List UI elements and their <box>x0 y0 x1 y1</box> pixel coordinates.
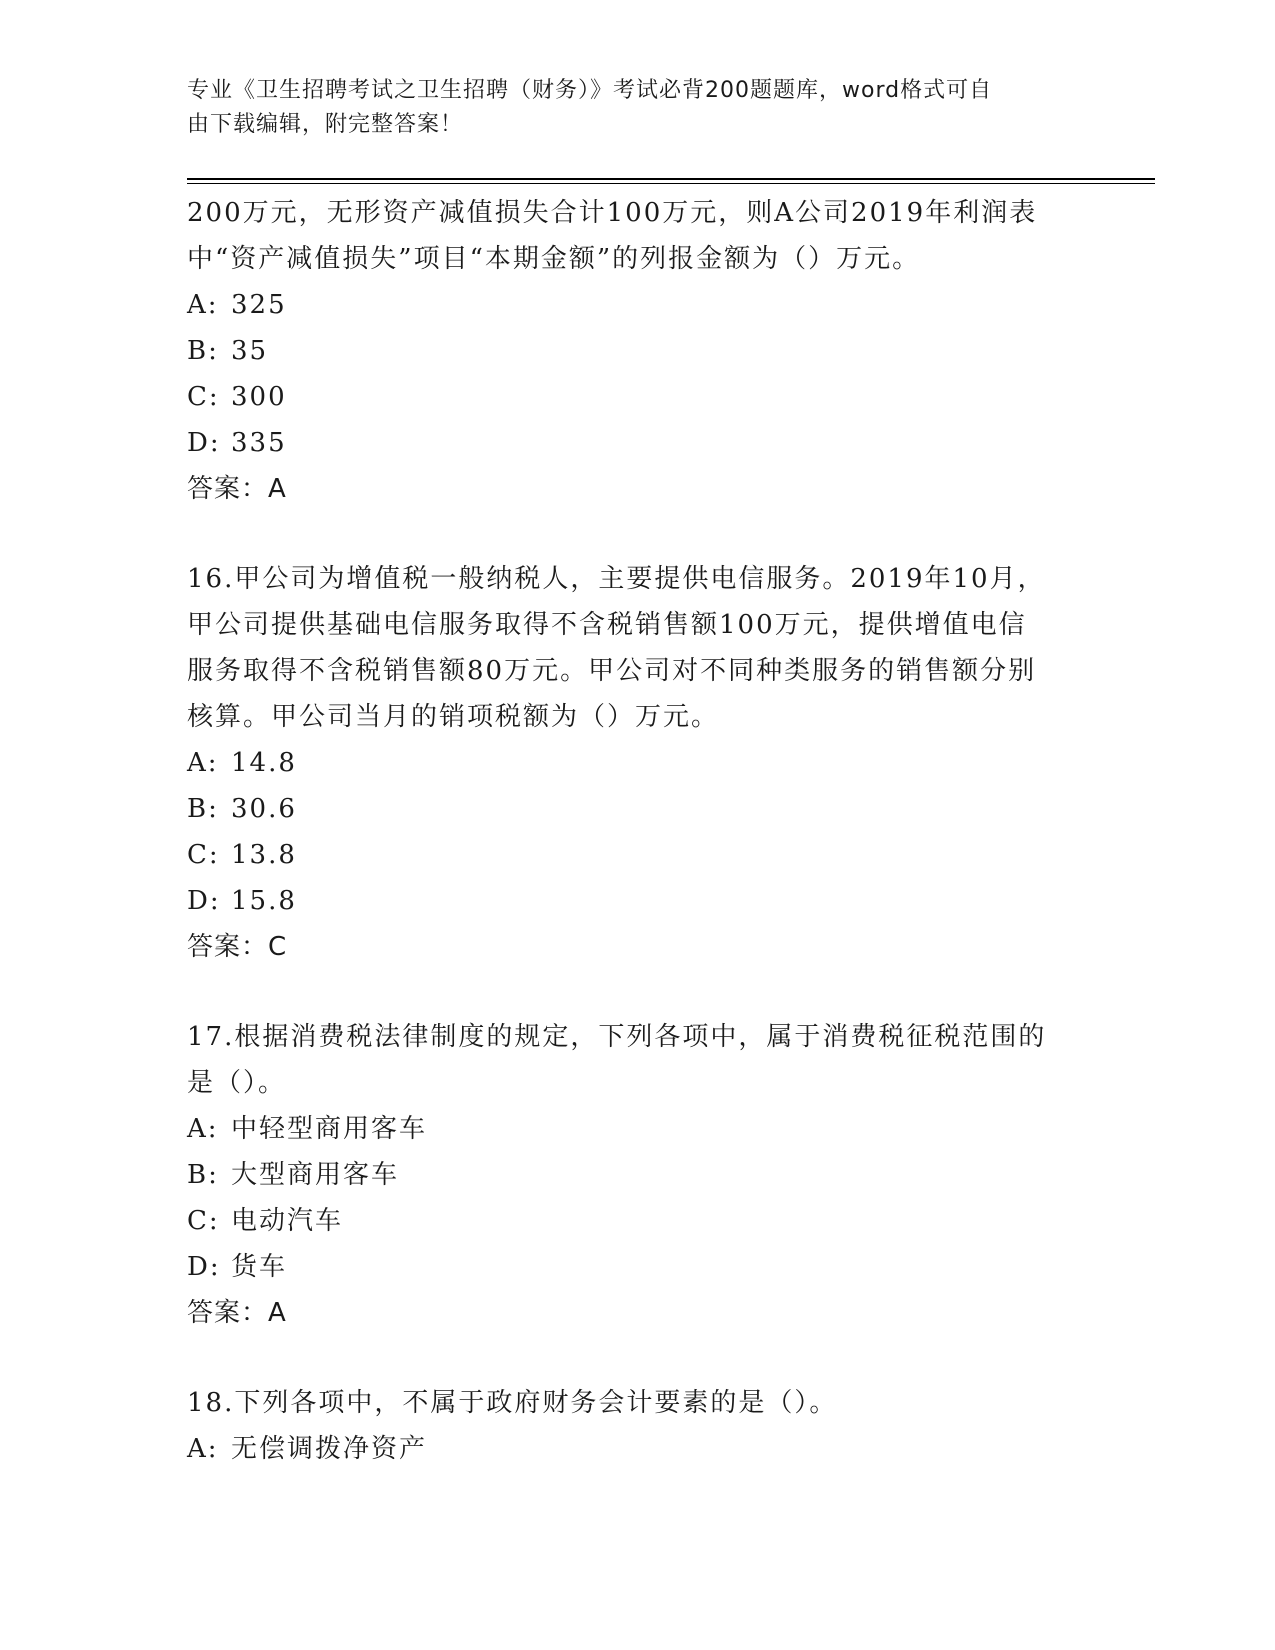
option-key: A: <box>187 1434 219 1464</box>
option-key: A: <box>187 748 219 778</box>
spacer <box>187 970 1087 1014</box>
answer-line: 答案：C <box>187 932 288 962</box>
question-18 <box>187 1380 1087 1472</box>
option-c <box>187 374 1087 420</box>
question-stem-line: 16.甲公司为增值税一般纳税人，主要提供电信服务。2019年10月， <box>187 564 1046 594</box>
question-16 <box>187 556 1087 970</box>
option-key: D: <box>187 886 221 916</box>
option-key: B: <box>187 336 219 366</box>
header-divider-thick <box>187 178 1155 180</box>
option-text: 335 <box>231 428 287 458</box>
header-line-2: 由下载编辑，附完整答案！ <box>187 112 464 137</box>
option-key: D: <box>187 1252 221 1282</box>
question-stem-line: 17.根据消费税法律制度的规定，下列各项中，属于消费税征税范围的 <box>187 1022 1047 1052</box>
option-key: D: <box>187 428 221 458</box>
option-d <box>187 1244 1087 1290</box>
question-stem-line: 是（）。 <box>187 1068 287 1098</box>
spacer <box>187 512 1087 556</box>
answer-line: 答案：A <box>187 1298 287 1328</box>
option-b <box>187 328 1087 374</box>
option-text: 13.8 <box>231 840 297 870</box>
option-d <box>187 420 1087 466</box>
question-stem-line: 200万元，无形资产减值损失合计100万元，则A公司2019年利润表 <box>187 198 1038 228</box>
answer-line: 答案：A <box>187 474 287 504</box>
option-key: A: <box>187 290 219 320</box>
option-text: 325 <box>231 290 287 320</box>
document-header <box>187 74 1067 142</box>
question-15 <box>187 190 1087 512</box>
option-key: B: <box>187 794 219 824</box>
option-text: 15.8 <box>231 886 297 916</box>
option-text: 300 <box>231 382 287 412</box>
option-c <box>187 832 1087 878</box>
header-line-1: 专业《卫生招聘考试之卫生招聘（财务）》考试必背200题题库，word格式可自 <box>187 78 993 103</box>
question-stem-line: 服务取得不含税销售额80万元。甲公司对不同种类服务的销售额分别 <box>187 656 1037 686</box>
spacer <box>187 1336 1087 1380</box>
option-d <box>187 878 1087 924</box>
question-17 <box>187 1014 1087 1336</box>
option-text: 30.6 <box>231 794 297 824</box>
option-key: C: <box>187 1206 220 1236</box>
option-key: C: <box>187 382 220 412</box>
option-a <box>187 740 1087 786</box>
option-a <box>187 1106 1087 1152</box>
header-divider-thin <box>187 183 1155 184</box>
option-text: 中轻型商用客车 <box>231 1114 428 1144</box>
option-key: B: <box>187 1160 219 1190</box>
option-key: A: <box>187 1114 219 1144</box>
question-stem-line: 18.下列各项中，不属于政府财务会计要素的是（）。 <box>187 1388 838 1418</box>
question-stem-line: 核算。甲公司当月的销项税额为（）万元。 <box>187 702 720 732</box>
option-b <box>187 786 1087 832</box>
option-text: 货车 <box>231 1252 288 1282</box>
option-text: 电动汽车 <box>231 1206 344 1236</box>
question-stem-line: 甲公司提供基础电信服务取得不含税销售额100万元，提供增值电信 <box>187 610 1027 640</box>
option-b <box>187 1152 1087 1198</box>
option-a <box>187 1426 1087 1472</box>
option-c <box>187 1198 1087 1244</box>
option-text: 无偿调拨净资产 <box>231 1434 428 1464</box>
option-key: C: <box>187 840 220 870</box>
option-text: 14.8 <box>231 748 297 778</box>
option-text: 大型商用客车 <box>231 1160 400 1190</box>
option-text: 35 <box>231 336 269 366</box>
question-list <box>187 190 1087 1472</box>
question-stem-line: 中“资产减值损失”项目“本期金额”的列报金额为（）万元。 <box>187 244 921 274</box>
option-a <box>187 282 1087 328</box>
